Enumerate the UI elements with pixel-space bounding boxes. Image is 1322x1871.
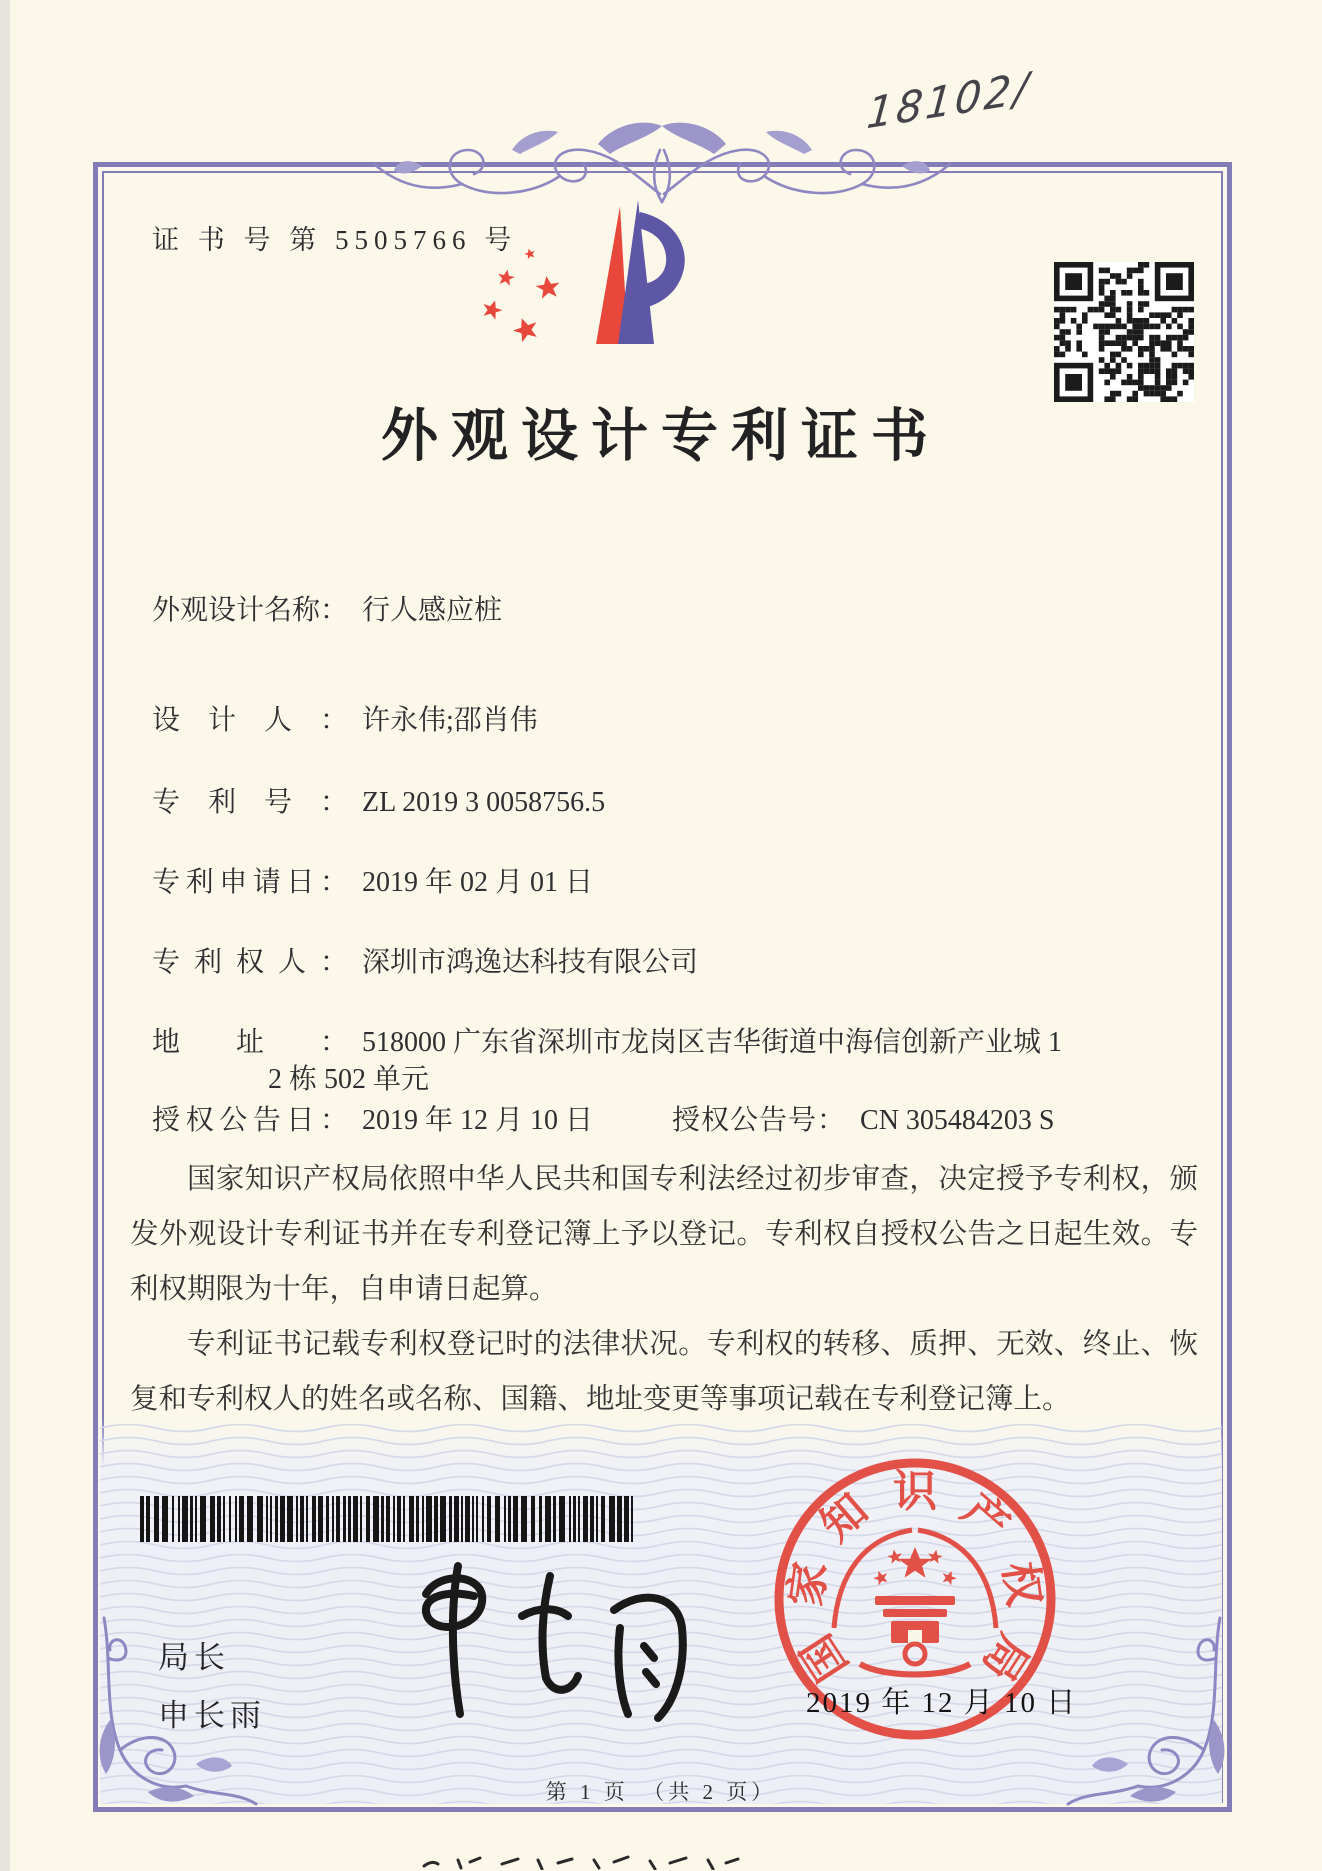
field-address-line2: 2 栋 502 单元: [268, 1064, 430, 1095]
field-label: 外观设计名称：: [152, 595, 349, 626]
page-footer: 第 1 页 （共 2 页）: [545, 1780, 777, 1804]
field-label: 专利号：: [152, 787, 348, 818]
director-title: 局长: [158, 1640, 230, 1675]
field-value: CN 305484203 S: [860, 1105, 1055, 1136]
seal-char: 权: [994, 1558, 1049, 1610]
body-paragraph-2: 专利证书记载专利权登记时的法律状况。专利权的转移、质押、无效、终止、恢复和专利权人的姓名或名称、国籍、地址变更等事项记载在专利登记簿上。: [130, 1329, 1198, 1415]
seal-date: 2019 年 12 月 10 日: [806, 1687, 1078, 1719]
field-label: 专利申请日：: [152, 867, 348, 898]
handwritten-number: 18102/: [864, 62, 1033, 139]
field-value: 2019 年 12 月 10 日: [362, 1105, 594, 1136]
field-patentee: [152, 940, 698, 980]
field-value: 2019 年 02 月 01 日: [362, 867, 594, 898]
seal-char: 家: [781, 1558, 836, 1610]
certificate-number: 证 书 号 第 5505766 号: [152, 225, 518, 255]
barcode: [140, 1496, 640, 1542]
sipo-logo-icon: [468, 196, 698, 350]
field-label: 授权公告号：: [672, 1105, 847, 1136]
field-value: 许永伟;邵肖伟: [362, 705, 538, 736]
body-text: [130, 1152, 1198, 1427]
field-design-name: [152, 588, 502, 628]
field-grant-number: [672, 1098, 1054, 1138]
seal-char: 识: [893, 1467, 937, 1516]
seal-char: 局: [972, 1625, 1038, 1690]
field-value: ZL 2019 3 0058756.5: [362, 787, 606, 818]
director-name: 申长雨: [158, 1698, 266, 1733]
field-patent-number: [152, 780, 605, 820]
field-label: 授权公告日：: [152, 1105, 348, 1136]
seal-char: 国: [792, 1625, 858, 1690]
field-grant-date: [152, 1098, 593, 1138]
field-label: 设计人：: [152, 705, 348, 736]
director-signature: [380, 1548, 716, 1738]
field-filing-date: [152, 860, 593, 900]
national-emblem-icon: [834, 1530, 996, 1675]
qr-code: [1054, 262, 1194, 402]
field-value: 行人感应桩: [362, 595, 503, 626]
scan-edge-shadow: [0, 0, 10, 1871]
cutoff-text-fragment: [418, 1854, 748, 1870]
field-designer: [152, 698, 538, 738]
body-paragraph-1: 国家知识产权局依照中华人民共和国专利法经过初步审查，决定授予专利权，颁发外观设计专利证书并在专利登记簿上予以登记。专利权自授权公告之日起生效。专利权期限为十年，自申请日起算。: [130, 1164, 1198, 1305]
certificate-title: 外观设计专利证书: [381, 405, 941, 468]
field-value: 深圳市鸿逸达科技有限公司: [362, 947, 699, 978]
field-label: 专利权人：: [152, 947, 348, 978]
seal-char: 产: [952, 1484, 1019, 1551]
field-address: [152, 1020, 1062, 1060]
field-value: 518000 广东省深圳市龙岗区吉华街道中海信创新产业城 1: [362, 1027, 1063, 1058]
seal-char: 知: [811, 1484, 878, 1551]
field-label: 地址：: [152, 1027, 348, 1058]
